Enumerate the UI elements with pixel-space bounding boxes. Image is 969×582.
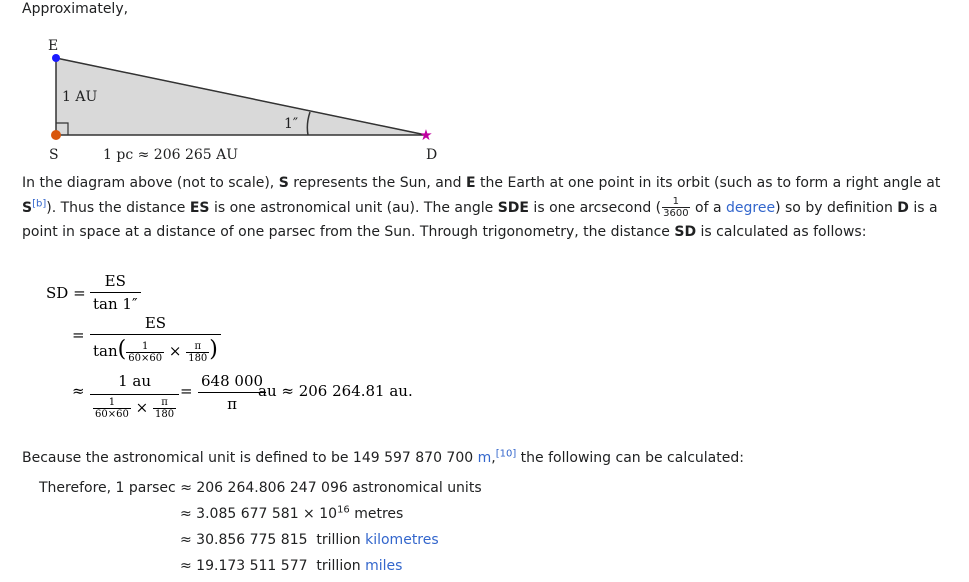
fraction-es-tan-expanded: [90, 314, 221, 364]
equals-sign: =: [72, 326, 85, 344]
tan-text: tan: [93, 342, 118, 360]
label-angle: 1″: [284, 116, 299, 132]
label-sd: 1 pc ≈ 206 265 AU: [103, 147, 239, 163]
fraction-1-over-3600: [126, 341, 164, 364]
numerator: ES: [90, 272, 141, 293]
numerator: 1 au: [90, 372, 179, 395]
triangle-figure: [40, 36, 450, 166]
miles-link[interactable]: miles: [365, 558, 403, 574]
text: is a: [908, 199, 938, 216]
fraction-numerator: 1: [662, 196, 689, 208]
label-es: 1 AU: [62, 89, 98, 105]
text: the following can be calculated:: [516, 450, 744, 466]
result-line-miles: [180, 558, 402, 574]
fraction-arcsecond: [662, 196, 689, 219]
text: ≈ 19.173 511 577 trillion: [180, 558, 366, 574]
text: of a: [690, 199, 727, 216]
text: is one arcsecond (: [528, 199, 662, 216]
text: metres: [349, 506, 404, 522]
fraction-es-tan: [90, 272, 141, 313]
bold-s: S: [22, 199, 33, 216]
fraction-pi-over-180: [153, 397, 176, 420]
text: represents the Sun, and: [288, 175, 467, 191]
paragraph-description: [22, 171, 952, 245]
numerator: 1: [126, 341, 164, 353]
result-line-km: [180, 532, 439, 548]
result-line-metres: [180, 506, 403, 522]
text: ) so by definition: [775, 199, 898, 216]
paren-close: ): [209, 337, 218, 362]
denominator: 60×60: [95, 409, 129, 420]
text: Because the astronomical unit is defined to be 149 597 870 700: [22, 450, 478, 466]
equation-lhs: SD =: [46, 284, 86, 302]
numerator: π: [186, 341, 209, 353]
bold-es: ES: [189, 199, 210, 216]
numerator: ES: [90, 314, 221, 335]
exponent: 16: [337, 504, 350, 516]
metre-link[interactable]: m: [477, 450, 492, 466]
paren-open: (: [117, 337, 127, 362]
intro-text: Approximately,: [22, 1, 129, 17]
kilometres-link[interactable]: kilometres: [365, 532, 439, 548]
bold-e: E: [466, 175, 476, 191]
degree-link[interactable]: degree: [726, 199, 776, 216]
sun-dot: [51, 130, 61, 140]
text: point in space at a distance of one parsec from the Sun. Through trigonometry, the distance: [22, 224, 675, 240]
numerator: 1: [93, 397, 131, 409]
text: ≈ 3.085 677 581 × 10: [180, 506, 338, 522]
denominator: [90, 335, 221, 364]
text: is calculated as follows:: [696, 224, 867, 240]
label-e: E: [48, 38, 59, 54]
star-icon: ★: [419, 126, 433, 144]
parsec-diagram: [40, 36, 450, 166]
text: the Earth at one point in its orbit (such as to form a right angle at: [475, 175, 941, 191]
paragraph-au-definition: [22, 446, 952, 471]
fraction-pi-over-180: [186, 341, 209, 364]
label-d: D: [426, 147, 438, 163]
bold-sd: SD: [674, 224, 697, 240]
result-line-au: Therefore, 1 parsec ≈ 206 264.806 247 096 astronomical units: [39, 480, 482, 496]
bold-sde: SDE: [497, 199, 529, 216]
text: is one astronomical unit (au). The angle: [209, 199, 498, 216]
ref-10-link[interactable]: [10]: [495, 448, 517, 460]
fraction-au: [90, 372, 179, 420]
times-sign: ×: [135, 398, 149, 417]
denominator: 180: [188, 352, 208, 364]
approx-sign: ≈: [72, 382, 85, 400]
text: ≈ 30.856 775 815 trillion: [180, 532, 366, 548]
equals-sign: =: [180, 382, 193, 400]
denominator: 180: [154, 409, 175, 420]
bold-s: S: [278, 175, 289, 191]
numerator: π: [153, 397, 176, 409]
times-sign: ×: [168, 342, 182, 360]
result-value: au ≈ 206 264.81 au.: [258, 382, 413, 400]
denominator: 60×60: [128, 352, 163, 364]
numerator: 648 000: [198, 372, 266, 393]
text: ). Thus the distance: [46, 199, 190, 216]
text: In the diagram above (not to scale),: [22, 175, 279, 191]
denominator: π: [227, 395, 237, 413]
bold-d: D: [897, 199, 909, 216]
fraction-denominator: 3600: [663, 208, 689, 219]
ref-b-link[interactable]: [b]: [32, 197, 47, 209]
earth-dot: [52, 54, 60, 62]
text: ,: [491, 450, 496, 466]
label-s: S: [49, 147, 59, 163]
denominator: [90, 395, 179, 420]
denominator: tan 1″: [93, 295, 138, 313]
fraction-1-over-3600: [93, 397, 131, 420]
fraction-648000-pi: [198, 372, 266, 413]
